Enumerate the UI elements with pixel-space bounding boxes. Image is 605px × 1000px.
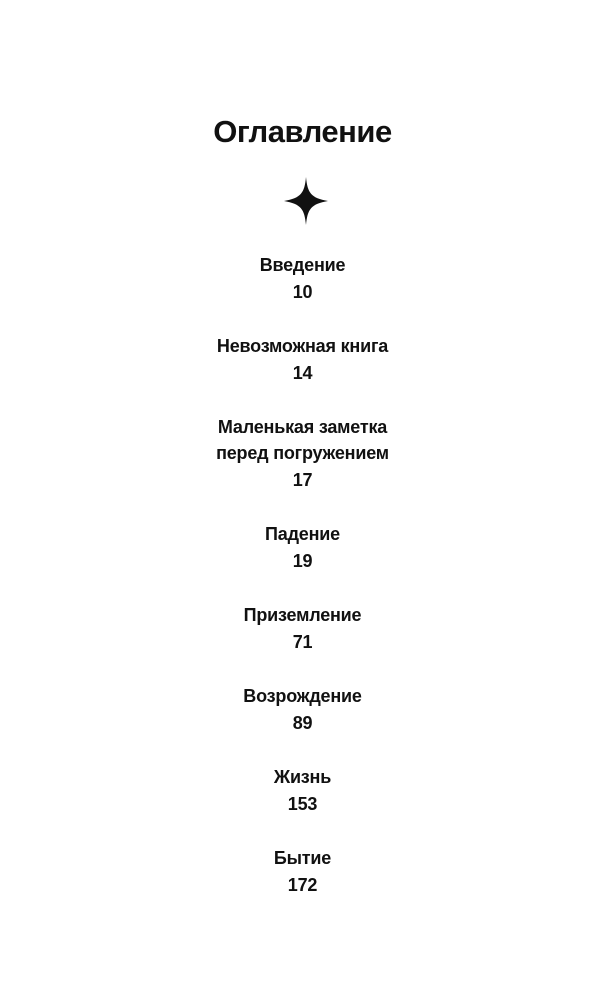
toc-entry-title: Невозможная книга <box>216 336 389 356</box>
four-point-star-icon <box>284 177 328 225</box>
toc-entry-title: Приземление <box>243 605 362 625</box>
table-of-contents <box>0 252 605 926</box>
toc-entry-page: 17 <box>292 470 313 490</box>
toc-entry-page: 153 <box>287 794 318 814</box>
toc-entry <box>0 602 605 655</box>
toc-entry-page: 14 <box>292 363 313 383</box>
toc-entry-page: 71 <box>292 632 313 652</box>
toc-entry-title: Маленькая заметка перед погружением <box>216 417 389 463</box>
toc-entry-page: 10 <box>292 282 313 302</box>
toc-entry-title: Введение <box>259 255 346 275</box>
toc-entry-title: Бытие <box>273 848 332 868</box>
toc-entry-page: 89 <box>292 713 313 733</box>
toc-entry <box>0 252 605 305</box>
toc-entry <box>0 764 605 817</box>
toc-entry <box>0 333 605 386</box>
toc-entry <box>0 683 605 736</box>
toc-entry-title: Падение <box>265 524 340 544</box>
toc-entry <box>0 414 605 493</box>
toc-entry-title: Жизнь <box>273 767 332 787</box>
toc-entry-title: Возрождение <box>243 686 362 706</box>
toc-entry-page: 172 <box>287 875 318 895</box>
toc-entry <box>0 521 605 574</box>
page-title: Оглавление <box>213 114 392 149</box>
toc-entry-page: 19 <box>292 551 313 571</box>
toc-entry <box>0 845 605 898</box>
